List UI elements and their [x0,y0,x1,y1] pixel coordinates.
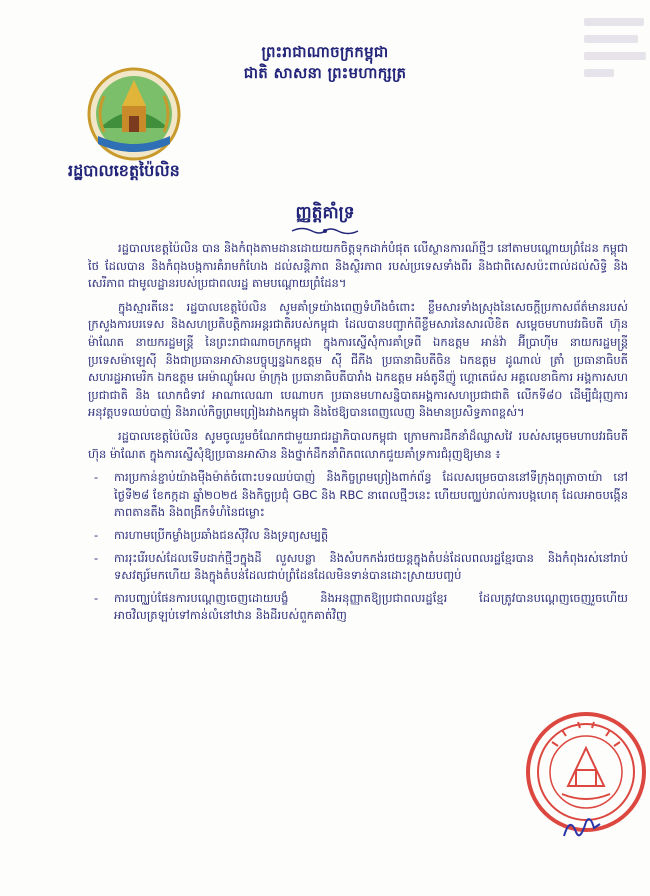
list-item: - ការហាមប្រើកម្លាំងប្រឆាំងជនស៊ីវិល និងទ្រព្យសម្បត្តិ [114,527,628,545]
list-item: - ការបញ្ឈប់ផែនការបណ្តេញចេញដោយបង្ខំ និងអនុញ្ញាតឱ្យប្រជាពលរដ្ឋខ្មែរ ដែលត្រូវបានបណ្តេញចេញរួចហើយ អាចវិលត្រឡប់ទៅកាន់លំនៅឋាន និងដីរបស់ពួកគាត់វិញ [114,590,628,625]
list-item: - ការប្រកាន់ខ្ជាប់យ៉ាងម៉ឺងម៉ាត់ចំពោះបទឈប់បាញ់ និងកិច្ចព្រមព្រៀងពាក់ព័ន្ធ ដែលសម្រេចបាននៅទីក្រុងពុត្រាចាយ៉ា នៅថ្ងៃទី២៨ ខែកក្កដា ឆ្នាំ២០២៥ និងកិច្ចប្រជុំ GBC និង RBC នាពេលថ្មីៗនេះ ហើយបញ្ឈប់រាល់ការបង្កហេតុ ដែលអាចបង្កើនភាពតានតឹង និងពង្រីកទំហំនៃជម្លោះ [114,469,628,522]
paragraph: ក្នុងស្មារតីនេះ រដ្ឋបាលខេត្តប៉ៃលិន សូមគាំទ្រយ៉ាងពេញទំហឹងចំពោះ ខ្លឹមសារទាំងស្រុងនៃសេចក្តីប្រកាសព័ត៌មានរបស់ក្រសួងការបរទេស និងសហប្រតិបត្តិការអន្តរជាតិរបស់កម្ពុជា ដែលបានបញ្ជាក់ពីខ្លឹមសារនៃសារលិខិត សម្តេចមហាបវរធិបតី ហ៊ុន ម៉ាណែត នាយករដ្ឋមន្ត្រី នៃព្រះរាជាណាចក្រកម្ពុជា ក្នុងការស្នើសុំការគាំទ្រពី ឯកឧត្តម អាន់វ៉ា អ៊ីប្រាហ៊ីម នាយករដ្ឋមន្ត្រីប្រទេសម៉ាឡេស៊ី និងជាប្រធានអាស៊ានបច្ចុប្បន្នឯកឧត្តម ស៊ី ជីភីង ប្រធានាធិបតីចិន ឯកឧត្តម ដូណាល់ ត្រាំ ប្រធានាធិបតីសហរដ្ឋអាមេរិក ឯកឧត្តម អេម៉ាណ្ញូអែល ម៉ាក្រុង ប្រធានាធិបតីបារាំង ឯកឧត្តម អង់តូនីញ៉ូ ហ្គោតេរ៉េស អគ្គលេខាធិការ អង្គការសហប្រជាជាតិ និង លោកជំទាវ អាណាលេណា បេណាបក ប្រធានមហាសន្និបាតអង្គការសហប្រជាជាតិ លើកទី៨០ ដើម្បីជំរុញការអនុវត្តបទឈប់បាញ់ និងរាល់កិច្ចព្រមព្រៀងរវាងកម្ពុជា និងថៃឱ្យបានពេញលេញ និងមានប្រសិទ្ធភាពខ្ពស់។ [88,299,628,420]
provincial-logo-icon [86,66,182,162]
document-title: ញ្ញត្តិគាំទ្រ [295,203,355,223]
document-body [88,240,628,630]
list-item: - ការរុះរើរបស់ដែលទើបដាក់ថ្មីៗក្នុងដី លួសបន្លា និងសំបកកង់រថយន្តក្នុងតំបន់ដែលពលរដ្ឋខ្មែរបាន និងកំពុងរស់នៅរាប់ទសវត្សរ៍មកហើយ និងក្នុងតំបន់ដែលជាប់ព្រំដែនដែលមិនទាន់បានដោះស្រាយបញ្ចប់ [114,550,628,585]
paragraph: រដ្ឋបាលខេត្តប៉ៃលិន សូមចូលរួមចំណែកជាមួយរាជរដ្ឋាភិបាលកម្ពុជា ក្រោមការដឹកនាំដ៏ឈ្លាសវៃ របស់សម្តេចមហាបវរធិបតី ហ៊ុន ម៉ាណែត ក្នុងការស្នើសុំឱ្យប្រធានអាស៊ាន និងថ្នាក់ដឹកនាំពិភពលោកជួយគាំទ្រការជំរុញឱ្យមាន ៖ [88,428,628,461]
kingdom-name: ព្រះរាជាណាចក្រកម្ពុជា [261,43,389,61]
demand-list [88,469,628,625]
signature-icon [560,812,604,844]
title-ornament-icon [290,226,360,236]
province-name: រដ្ឋបាលខេត្តប៉ៃលិន [68,161,180,180]
national-motto: ជាតិ សាសនា ព្រះមហាក្សត្រ [243,64,407,82]
paragraph: រដ្ឋបាលខេត្តប៉ៃលិន បាន និងកំពុងតាមដានដោយយកចិត្តទុកដាក់បំផុត លើស្ថានការណ៍ថ្មីៗ នៅតាមបណ្តោយព្រំដែន កម្ពុជា ថៃ ដែលបាន និងកំពុងបង្កការគំរាមកំហែង ដល់សន្តិភាព និងស្ថិរភាព របស់ប្រទេសទាំងពីរ និងជាពិសេសប៉ះពាល់ដល់សិទ្ធិ និងសេរីភាព ជាមូលដ្ឋានរបស់ប្រជាពលរដ្ឋ តាមបណ្តោយព្រំដែន។ [88,241,628,291]
